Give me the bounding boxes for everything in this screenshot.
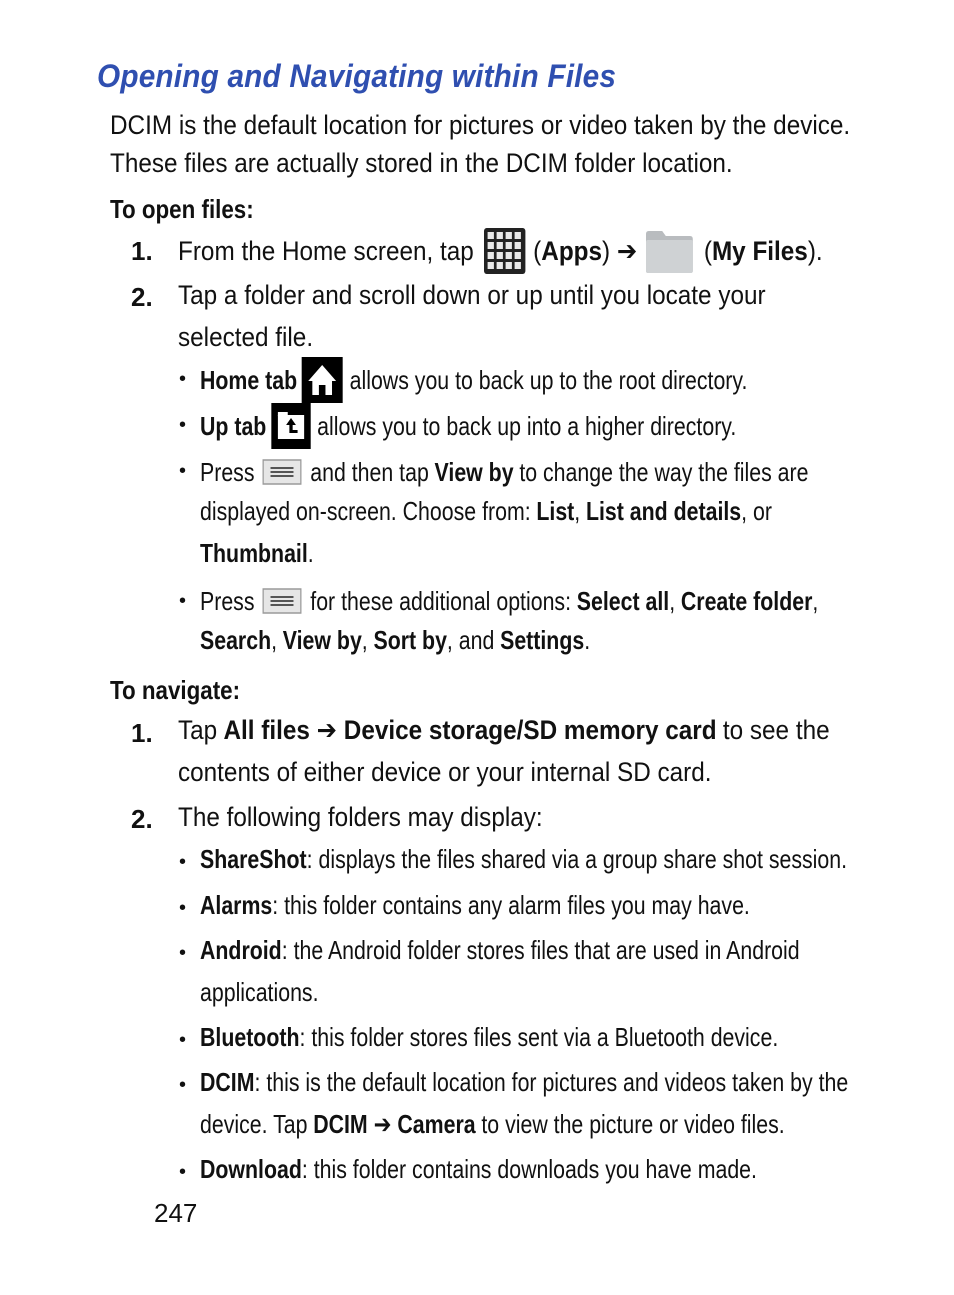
view-by-label: View by [434, 456, 514, 487]
folder-dcim: DCIM : this is the default location for pictures and videos taken by the [200, 1067, 849, 1097]
all-files-path: All files ➔ Device storage/SD memory card [223, 715, 717, 745]
nav-step-1-line-2: contents of either device or your internal SD card. [178, 757, 712, 787]
intro-line-2: These files are actually stored in the DCIM folder location. [110, 148, 733, 178]
up-tab-item: Up tab allows you to back up into a higher directory. [200, 402, 736, 450]
folder-shareshot: ShareShot : displays the files shared via a group share shot session. [200, 844, 848, 874]
navigate-heading: To navigate: [110, 675, 241, 705]
home-tab-label: Home tab [200, 364, 298, 395]
apps-grid-icon [483, 227, 526, 275]
nav-step-1-number: 1. [131, 718, 153, 748]
bullet: • [179, 1161, 187, 1183]
bullet: • [179, 851, 187, 873]
home-tab-item: Home tab allows you to back up to the root directory. [200, 356, 747, 404]
up-tab-label: Up tab [200, 410, 267, 441]
page-number: 247 [154, 1198, 198, 1228]
folder-bluetooth: Bluetooth : this folder stores files sent via a Bluetooth device. [200, 1022, 779, 1052]
press-menu-options-line-2: Search , View by , Sort by , and Settings . [200, 625, 591, 655]
folder-dcim-line-2: device. Tap DCIM ➔ Camera to view the picture or video files. [200, 1109, 785, 1139]
folder-download: Download : this folder contains downloads you have made. [200, 1154, 757, 1184]
open-step-2-number: 2. [131, 282, 153, 312]
sort-by-label: Sort by [373, 625, 447, 655]
view-by-option-label: View by [282, 625, 362, 655]
press-menu-view-by-line-3: Thumbnail . [200, 538, 314, 568]
bullet: • [179, 590, 187, 612]
press-menu-options-line-1: Press for these additional options: Select all , Create folder , [200, 585, 819, 616]
bullet: • [179, 368, 187, 390]
nav-step-2-number: 2. [131, 804, 153, 834]
thumbnail-label: Thumbnail [200, 538, 308, 568]
bullet: • [179, 897, 187, 919]
settings-label: Settings [500, 625, 585, 655]
create-folder-label: Create folder [680, 585, 813, 616]
press-menu-view-by-line-1: Press and then tap View by to change the way the files are [200, 456, 809, 487]
menu-icon [263, 588, 302, 614]
folder-alarms: Alarms : this folder contains any alarm files you may have. [200, 890, 750, 920]
home-icon [302, 357, 343, 403]
nav-step-2-text: The following folders may display: [178, 802, 543, 832]
open-files-heading: To open files: [110, 194, 254, 224]
press-menu-view-by-line-2: displayed on-screen. Choose from: List , List and details , or [200, 496, 772, 526]
select-all-label: Select all [576, 585, 670, 616]
open-step-2-line-2: selected file. [178, 322, 314, 352]
list-and-details-label: List and details [585, 496, 742, 526]
folder-android: Android : the Android folder stores files that are used in Android [200, 935, 800, 965]
my-files-folder-icon [644, 228, 694, 274]
apps-label: Apps [541, 235, 603, 266]
folder-android-line-2: applications. [200, 977, 319, 1007]
bullet: • [179, 414, 187, 436]
bullet: • [179, 1029, 187, 1051]
search-label: Search [200, 625, 272, 655]
up-folder-icon [271, 403, 310, 449]
bullet: • [179, 460, 187, 482]
open-step-1: From the Home screen, tap ( Apps ) ➔ ( My Files ). [178, 226, 823, 276]
page-title: Opening and Navigating within Files [97, 58, 617, 94]
my-files-label: My Files [711, 235, 808, 266]
list-label: List [536, 496, 575, 526]
bullet: • [179, 942, 187, 964]
open-step-2-line-1: Tap a folder and scroll down or up until you locate your [178, 280, 766, 310]
nav-step-1-line-1: Tap All files ➔ Device storage/SD memory card to see the [178, 715, 830, 745]
open-step-1-number: 1. [131, 236, 153, 266]
open-step-1-text: From the Home screen, tap [178, 235, 474, 266]
bullet: • [179, 1074, 187, 1096]
intro-line-1: DCIM is the default location for pictures or video taken by the device. [110, 110, 851, 140]
menu-icon [263, 459, 302, 485]
